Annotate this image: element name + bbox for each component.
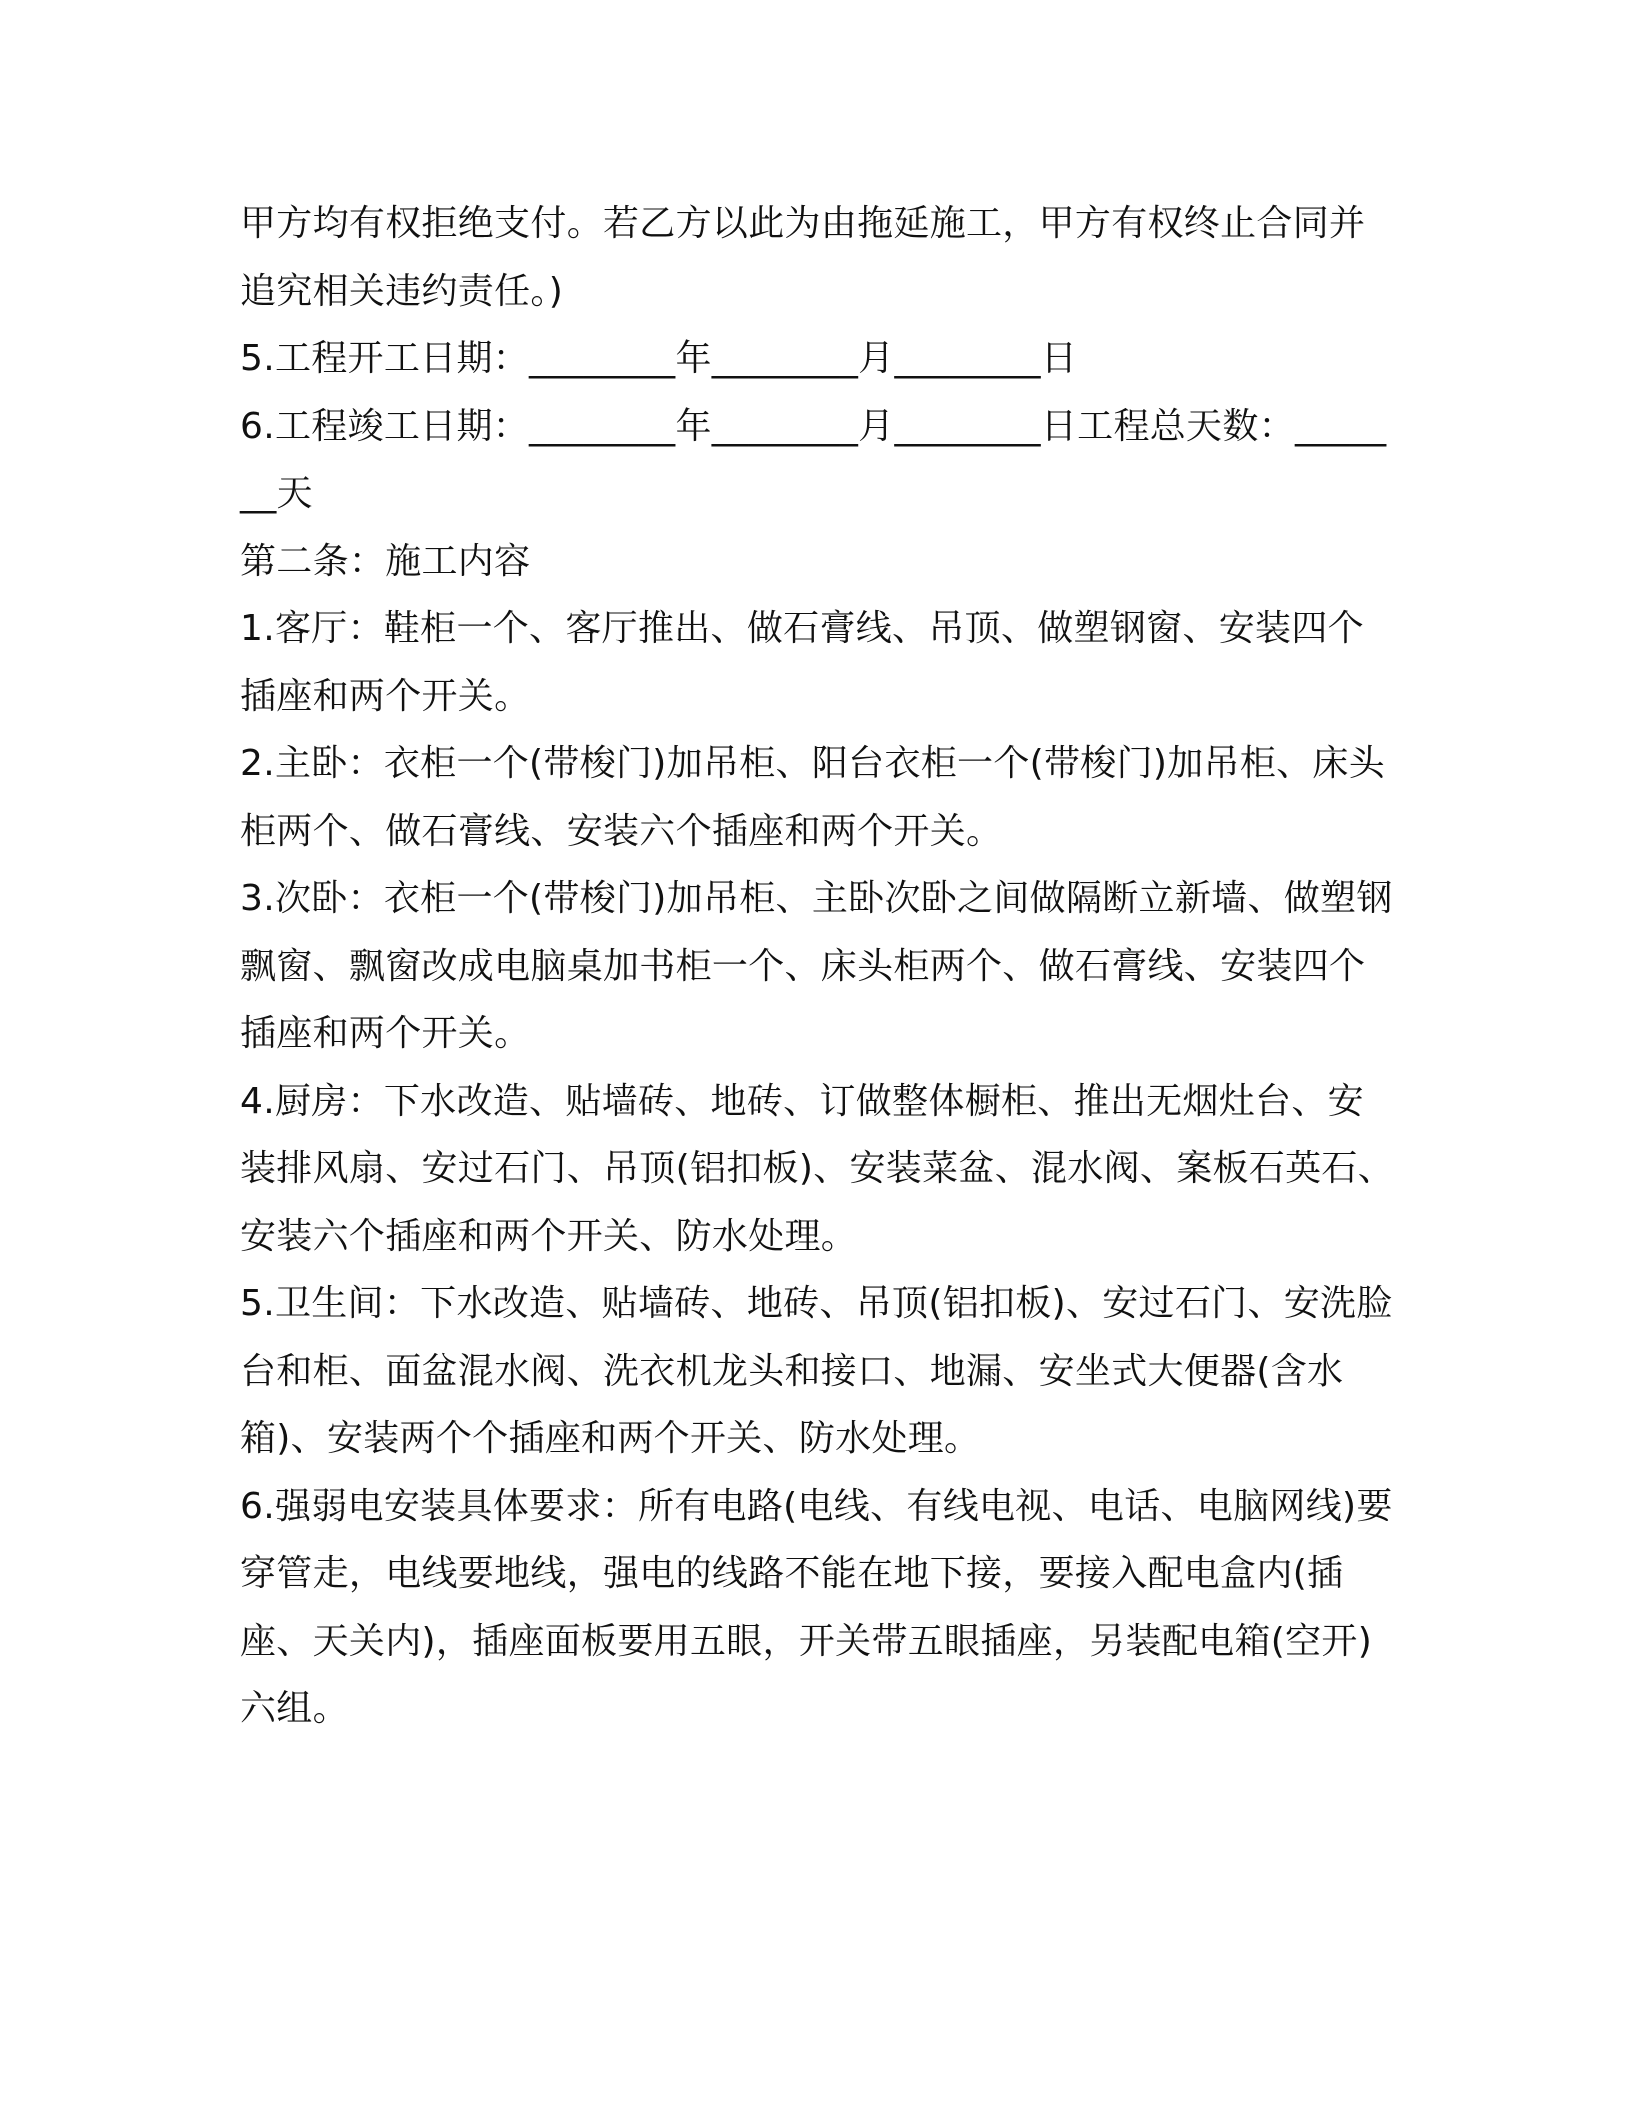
paragraph-bathroom: 5.卫生间：下水改造、贴墙砖、地砖、吊顶(铝扣板)、安过石门、安洗脸台和柜、面盆混水阀、洗衣机龙头和接口、地漏、安坐式大便器(含水箱)、安装两个个插座和两个开关、防水处理。 <box>240 1283 1393 1459</box>
paragraph-electrical-requirements: 6.强弱电安装具体要求：所有电路(电线、有线电视、电话、电脑网线)要穿管走，电线要地线，强电的线路不能在地下接，要接入配电盒内(插座、天关内)，插座面板要用五眼，开关带五眼插座，另装配电箱(空开)六组。 <box>240 1485 1393 1729</box>
paragraph-start-date: 5.工程开工日期：________年________月________日 <box>240 338 1078 379</box>
paragraph-completion-date: 6.工程竣工日期：________年________月________日工程总天数：_______天 <box>240 405 1387 514</box>
paragraph-kitchen: 4.厨房：下水改造、贴墙砖、地砖、订做整体橱柜、推出无烟灶台、安装排风扇、安过石门、吊顶(铝扣板)、安装菜盆、混水阀、案板石英石、安装六个插座和两个开关、防水处理。 <box>240 1080 1394 1257</box>
section-heading-construction-content: 第二条：施工内容 <box>240 540 531 582</box>
paragraph-second-bedroom: 3.次卧：衣柜一个(带梭门)加吊柜、主卧次卧之间做隔断立新墙、做塑钢飘窗、飘窗改成电脑桌加书柜一个、床头柜两个、做石膏线、安装四个插座和两个开关。 <box>240 878 1393 1054</box>
paragraph-payment-refusal: 甲方均有权拒绝支付。若乙方以此为由拖延施工，甲方有权终止合同并追究相关违约责任。) <box>240 203 1366 312</box>
document-body <box>240 190 1400 1743</box>
paragraph-master-bedroom: 2.主卧：衣柜一个(带梭门)加吊柜、阳台衣柜一个(带梭门)加吊柜、床头柜两个、做石膏线、安装六个插座和两个开关。 <box>240 743 1386 852</box>
paragraph-living-room: 1.客厅：鞋柜一个、客厅推出、做石膏线、吊顶、做塑钢窗、安装四个插座和两个开关。 <box>240 608 1364 717</box>
